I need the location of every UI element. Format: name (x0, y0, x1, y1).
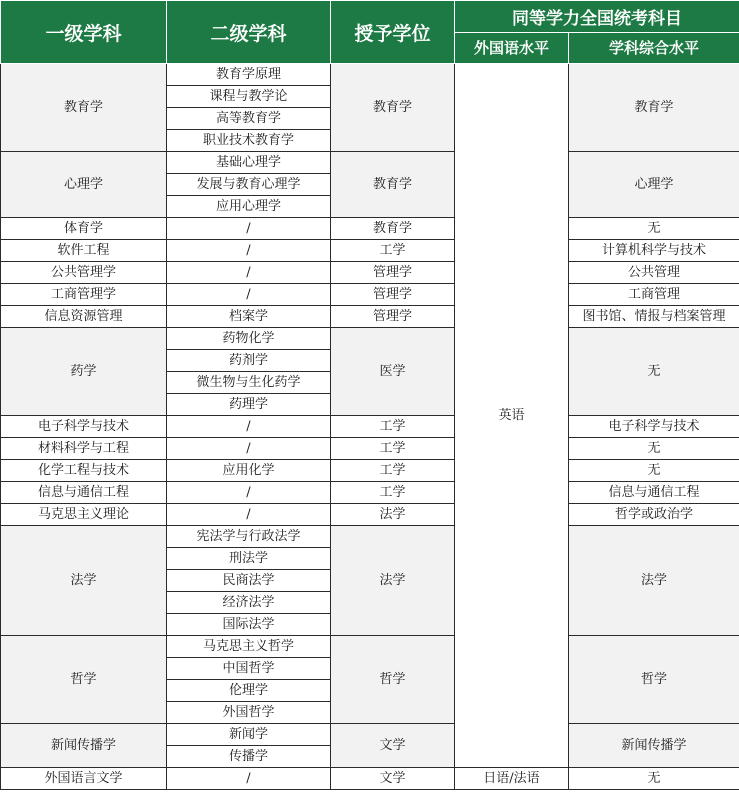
table-row (1, 416, 739, 438)
secondary-discipline-cell: 伦理学 (167, 680, 331, 702)
degree-cell: 医学 (331, 328, 455, 416)
table-row (1, 152, 739, 174)
secondary-discipline-cell: 国际法学 (167, 614, 331, 636)
primary-discipline-cell: 工商管理学 (1, 284, 167, 306)
secondary-discipline-cell: 民商法学 (167, 570, 331, 592)
degree-cell: 法学 (331, 504, 455, 526)
comprehensive-subject-cell: 计算机科学与技术 (569, 240, 739, 262)
comprehensive-subject-cell: 哲学或政治学 (569, 504, 739, 526)
secondary-discipline-cell: / (167, 416, 331, 438)
comprehensive-subject-cell: 工商管理 (569, 284, 739, 306)
table-row (1, 504, 739, 526)
header-exam-subjects: 同等学力全国统考科目 (455, 1, 739, 33)
table-header (1, 1, 739, 64)
degree-cell: 管理学 (331, 262, 455, 284)
primary-discipline-cell: 体育学 (1, 218, 167, 240)
primary-discipline-cell: 药学 (1, 328, 167, 416)
secondary-discipline-cell: 基础心理学 (167, 152, 331, 174)
table-row (1, 526, 739, 548)
comprehensive-subject-cell: 哲学 (569, 636, 739, 724)
comprehensive-subject-cell: 公共管理 (569, 262, 739, 284)
header-degree: 授予学位 (331, 1, 455, 64)
primary-discipline-cell: 教育学 (1, 64, 167, 152)
degree-cell: 工学 (331, 482, 455, 504)
comprehensive-subject-cell: 信息与通信工程 (569, 482, 739, 504)
secondary-discipline-cell: 刑法学 (167, 548, 331, 570)
secondary-discipline-cell: 应用化学 (167, 460, 331, 482)
header-foreign-language: 外国语水平 (455, 32, 569, 64)
degree-cell: 法学 (331, 526, 455, 636)
foreign-language-cell: 日语/法语 (455, 768, 569, 790)
header-comprehensive: 学科综合水平 (569, 32, 739, 64)
comprehensive-subject-cell: 无 (569, 460, 739, 482)
degree-cell: 哲学 (331, 636, 455, 724)
degree-cell: 工学 (331, 240, 455, 262)
degree-cell: 工学 (331, 438, 455, 460)
degree-cell: 教育学 (331, 152, 455, 218)
degree-cell: 工学 (331, 416, 455, 438)
primary-discipline-cell: 马克思主义理论 (1, 504, 167, 526)
secondary-discipline-cell: 教育学原理 (167, 64, 331, 86)
comprehensive-subject-cell: 无 (569, 438, 739, 460)
secondary-discipline-cell: / (167, 482, 331, 504)
primary-discipline-cell: 外国语言文学 (1, 768, 167, 790)
primary-discipline-cell: 心理学 (1, 152, 167, 218)
secondary-discipline-cell: 经济法学 (167, 592, 331, 614)
secondary-discipline-cell: 药理学 (167, 394, 331, 416)
table-row (1, 218, 739, 240)
degree-cell: 管理学 (331, 284, 455, 306)
header-secondary-discipline: 二级学科 (167, 1, 331, 64)
comprehensive-subject-cell: 无 (569, 768, 739, 790)
secondary-discipline-cell: 中国哲学 (167, 658, 331, 680)
primary-discipline-cell: 公共管理学 (1, 262, 167, 284)
comprehensive-subject-cell: 教育学 (569, 64, 739, 152)
degree-cell: 工学 (331, 460, 455, 482)
secondary-discipline-cell: / (167, 504, 331, 526)
degree-cell: 教育学 (331, 64, 455, 152)
table-row (1, 328, 739, 350)
foreign-language-cell: 英语 (455, 64, 569, 768)
degree-cell: 文学 (331, 768, 455, 790)
header-primary-discipline: 一级学科 (1, 1, 167, 64)
table-row (1, 306, 739, 328)
secondary-discipline-cell: 发展与教育心理学 (167, 174, 331, 196)
comprehensive-subject-cell: 法学 (569, 526, 739, 636)
degree-cell: 文学 (331, 724, 455, 768)
secondary-discipline-cell: 高等教育学 (167, 108, 331, 130)
secondary-discipline-cell: 马克思主义哲学 (167, 636, 331, 658)
degree-cell: 教育学 (331, 218, 455, 240)
primary-discipline-cell: 电子科学与技术 (1, 416, 167, 438)
primary-discipline-cell: 信息资源管理 (1, 306, 167, 328)
table-row (1, 636, 739, 658)
table-row (1, 768, 739, 790)
secondary-discipline-cell: / (167, 218, 331, 240)
comprehensive-subject-cell: 无 (569, 328, 739, 416)
comprehensive-subject-cell: 电子科学与技术 (569, 416, 739, 438)
table-body (1, 64, 739, 790)
secondary-discipline-cell: 新闻学 (167, 724, 331, 746)
primary-discipline-cell: 化学工程与技术 (1, 460, 167, 482)
secondary-discipline-cell: 档案学 (167, 306, 331, 328)
table-row (1, 460, 739, 482)
secondary-discipline-cell: 课程与教学论 (167, 86, 331, 108)
secondary-discipline-cell: / (167, 284, 331, 306)
primary-discipline-cell: 信息与通信工程 (1, 482, 167, 504)
table-row (1, 262, 739, 284)
secondary-discipline-cell: / (167, 768, 331, 790)
comprehensive-subject-cell: 无 (569, 218, 739, 240)
secondary-discipline-cell: / (167, 240, 331, 262)
secondary-discipline-cell: 应用心理学 (167, 196, 331, 218)
table-row (1, 438, 739, 460)
table-row (1, 284, 739, 306)
secondary-discipline-cell: 传播学 (167, 746, 331, 768)
primary-discipline-cell: 法学 (1, 526, 167, 636)
table-row (1, 482, 739, 504)
secondary-discipline-cell: 外国哲学 (167, 702, 331, 724)
secondary-discipline-cell: 职业技术教育学 (167, 130, 331, 152)
secondary-discipline-cell: / (167, 438, 331, 460)
primary-discipline-cell: 软件工程 (1, 240, 167, 262)
secondary-discipline-cell: 微生物与生化药学 (167, 372, 331, 394)
secondary-discipline-cell: 药物化学 (167, 328, 331, 350)
comprehensive-subject-cell: 新闻传播学 (569, 724, 739, 768)
primary-discipline-cell: 哲学 (1, 636, 167, 724)
comprehensive-subject-cell: 心理学 (569, 152, 739, 218)
primary-discipline-cell: 材料科学与工程 (1, 438, 167, 460)
secondary-discipline-cell: / (167, 262, 331, 284)
table-row (1, 64, 739, 86)
primary-discipline-cell: 新闻传播学 (1, 724, 167, 768)
secondary-discipline-cell: 宪法学与行政法学 (167, 526, 331, 548)
table-row (1, 240, 739, 262)
table-row (1, 724, 739, 746)
degree-cell: 管理学 (331, 306, 455, 328)
comprehensive-subject-cell: 图书馆、情报与档案管理 (569, 306, 739, 328)
secondary-discipline-cell: 药剂学 (167, 350, 331, 372)
